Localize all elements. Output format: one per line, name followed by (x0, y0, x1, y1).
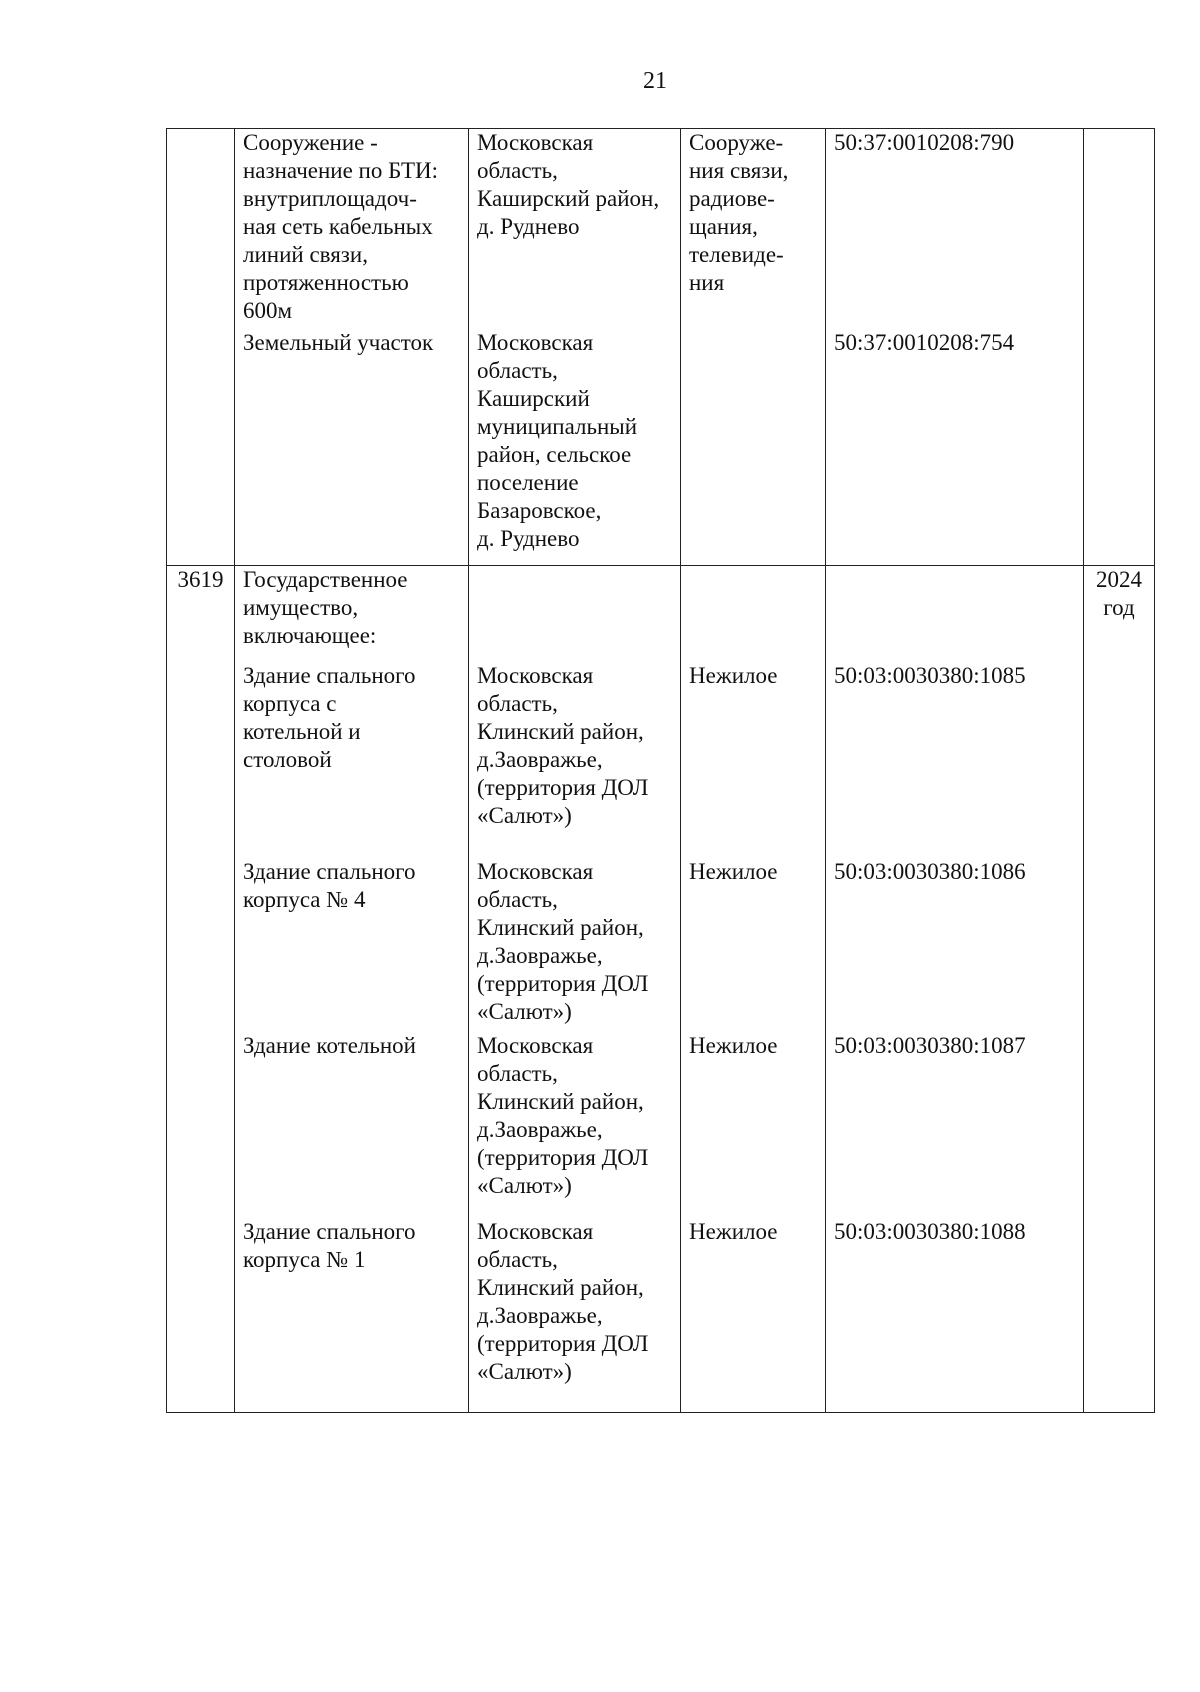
property-purpose: Нежилое (681, 858, 826, 1032)
row-number (167, 129, 235, 330)
transfer-year (1084, 662, 1155, 858)
property-purpose: Нежилое (681, 1218, 826, 1413)
property-purpose: Сооруже- ния связи, радиове- щания, телевиде- ния (681, 129, 826, 330)
cadastral-number: 50:03:0030380:1088 (826, 1218, 1084, 1413)
row-number (167, 329, 235, 566)
property-address: Московская область, Клинский район, д.Заовражье, (территория ДОЛ «Салют») (469, 858, 681, 1032)
cadastral-number: 50:37:0010208:754 (826, 329, 1084, 566)
transfer-year (1084, 858, 1155, 1032)
property-name: Государственное имущество, включающее: (235, 566, 469, 663)
property-name: Здание котельной (235, 1032, 469, 1218)
table-row (167, 858, 1155, 1032)
cadastral-number: 50:03:0030380:1085 (826, 662, 1084, 858)
row-number (167, 662, 235, 858)
page-number: 21 (643, 68, 667, 94)
property-name: Земельный участок (235, 329, 469, 566)
row-number (167, 1218, 235, 1413)
row-number: 3619 (167, 566, 235, 663)
table-row (167, 329, 1155, 566)
table-row (167, 1032, 1155, 1218)
property-address: Московская область, Клинский район, д.Заовражье, (территория ДОЛ «Салют») (469, 662, 681, 858)
cadastral-number: 50:03:0030380:1087 (826, 1032, 1084, 1218)
cadastral-number: 50:03:0030380:1086 (826, 858, 1084, 1032)
property-address (469, 566, 681, 663)
transfer-year (1084, 1218, 1155, 1413)
table-row (167, 129, 1155, 330)
property-address: Московская область, Каширский муниципальный район, сельское поселение Базаровское, д. Руднево (469, 329, 681, 566)
cadastral-number (826, 566, 1084, 663)
property-name: Здание спального корпуса № 4 (235, 858, 469, 1032)
table-row (167, 662, 1155, 858)
property-name: Сооружение - назначение по БТИ: внутриплощадоч- ная сеть кабельных линий связи, протяженностью 600м (235, 129, 469, 330)
row-number (167, 858, 235, 1032)
row-number (167, 1032, 235, 1218)
table-row (167, 566, 1155, 663)
property-name: Здание спального корпуса № 1 (235, 1218, 469, 1413)
property-purpose (681, 566, 826, 663)
property-registry-table (166, 128, 1155, 1413)
cadastral-number: 50:37:0010208:790 (826, 129, 1084, 330)
property-purpose: Нежилое (681, 1032, 826, 1218)
property-address: Московская область, Клинский район, д.Заовражье, (территория ДОЛ «Салют») (469, 1032, 681, 1218)
property-purpose: Нежилое (681, 662, 826, 858)
transfer-year (1084, 329, 1155, 566)
transfer-year (1084, 129, 1155, 330)
table-row (167, 1218, 1155, 1413)
property-name: Здание спального корпуса с котельной и столовой (235, 662, 469, 858)
transfer-year: 2024 год (1084, 566, 1155, 663)
property-address: Московская область, Клинский район, д.Заовражье, (территория ДОЛ «Салют») (469, 1218, 681, 1413)
property-purpose (681, 329, 826, 566)
property-address: Московская область, Каширский район, д. Руднево (469, 129, 681, 330)
transfer-year (1084, 1032, 1155, 1218)
